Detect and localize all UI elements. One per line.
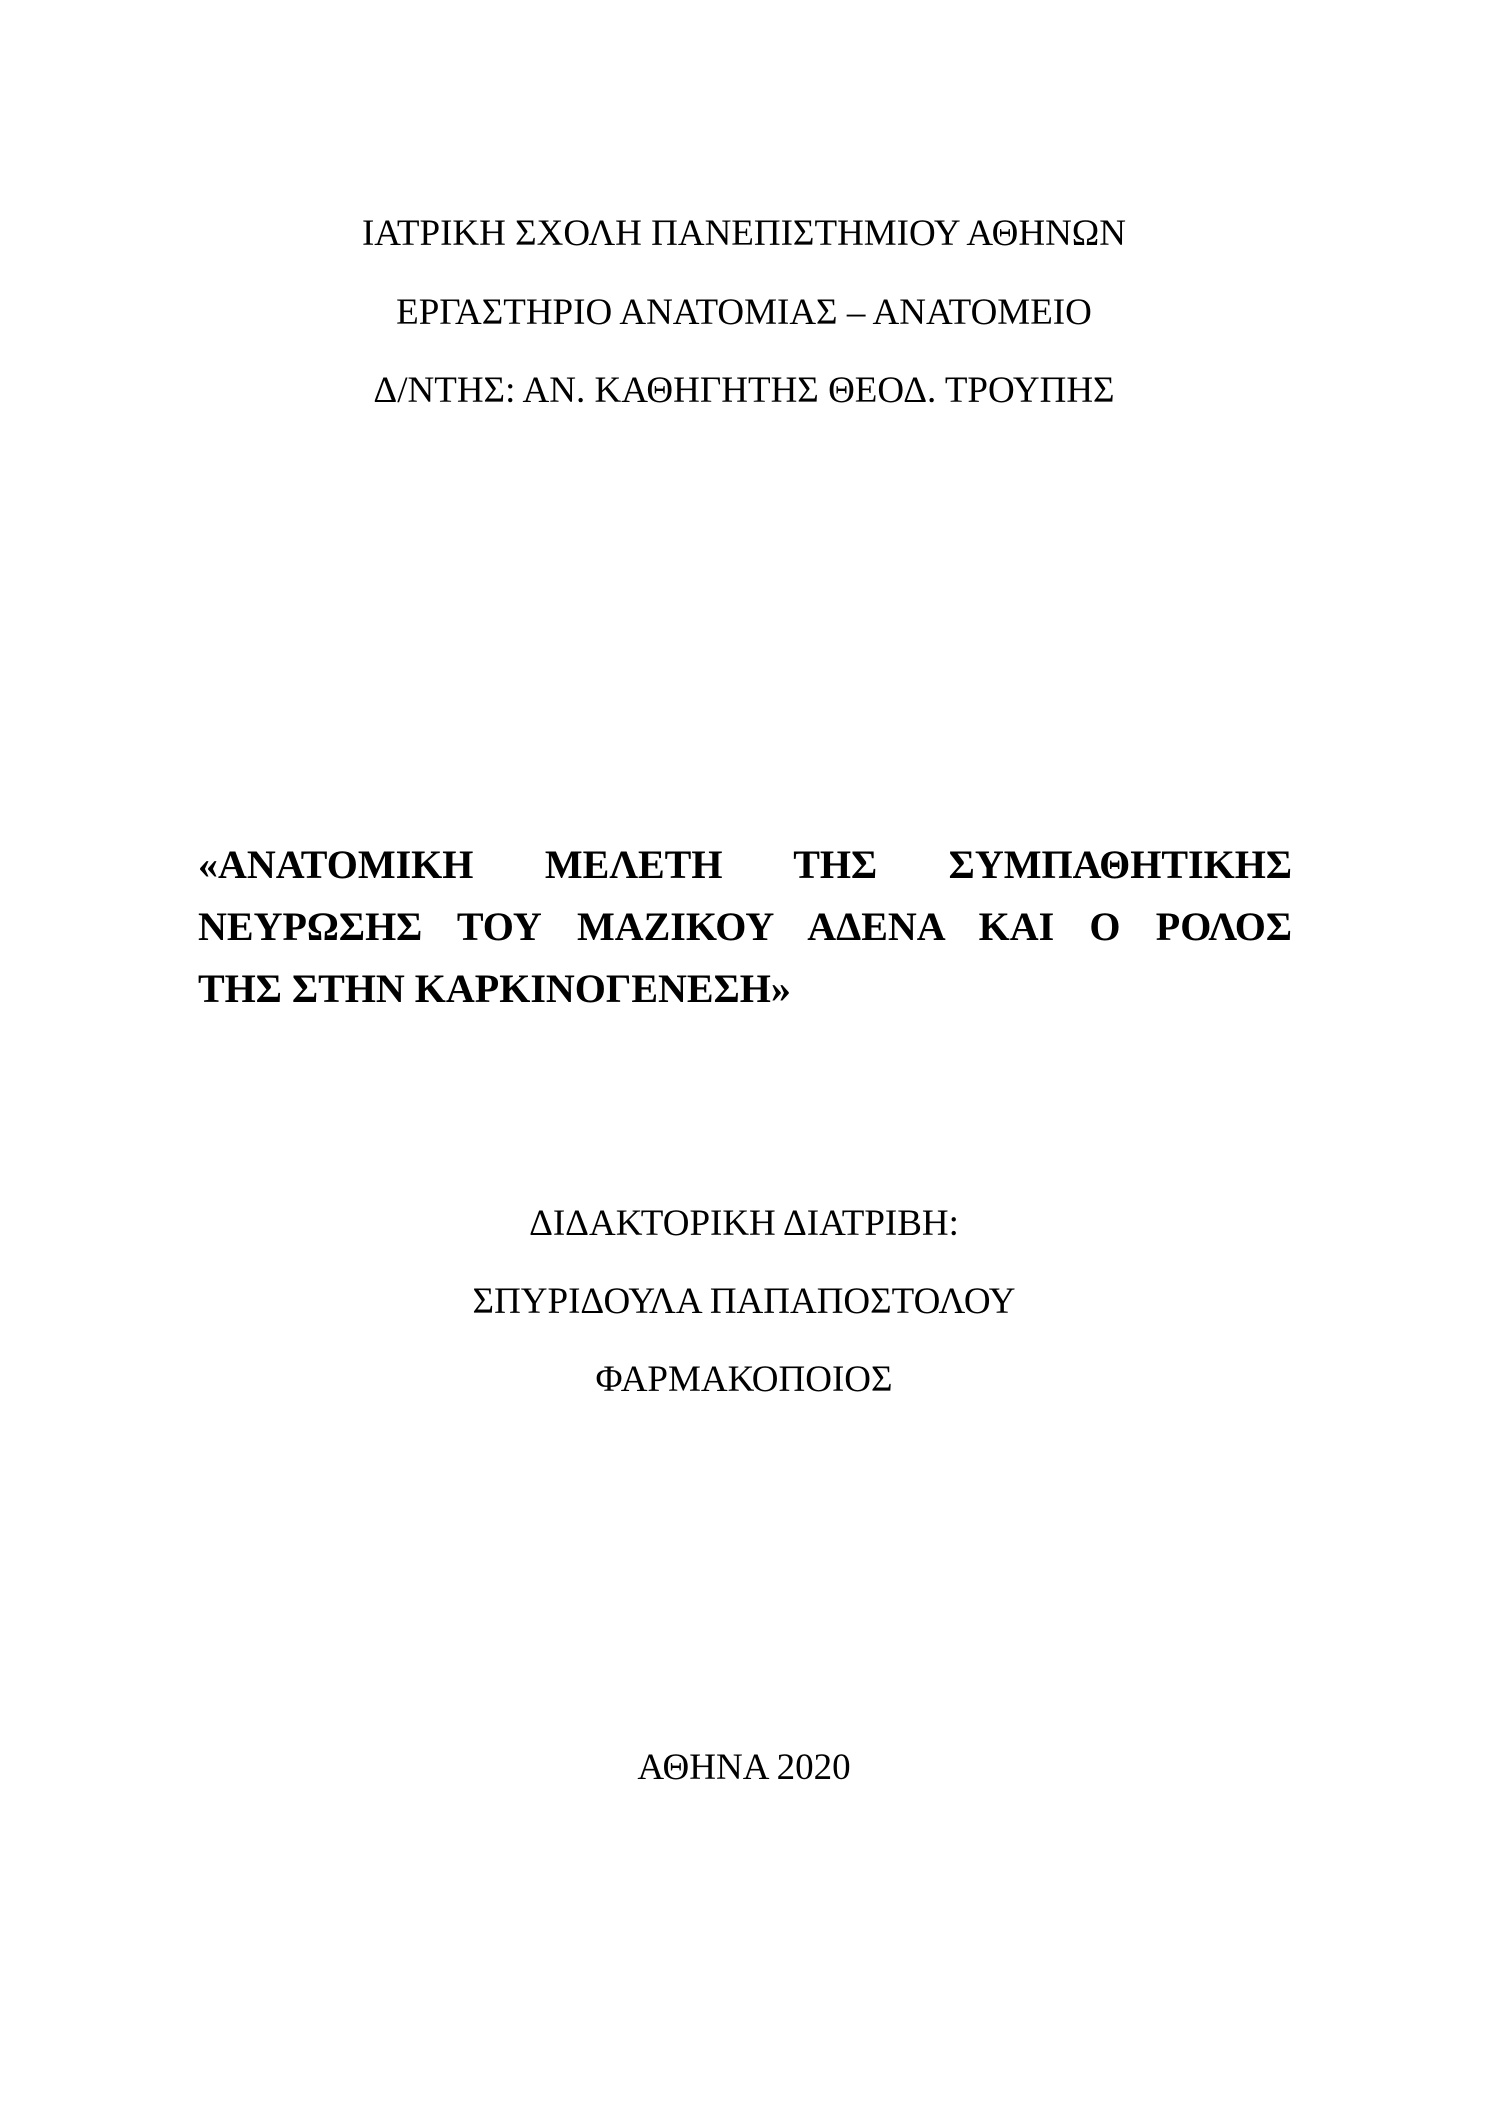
thesis-type: ΔΙΔΑΚΤΟΡΙΚΗ ΔΙΑΤΡΙΒΗ:: [529, 1203, 959, 1244]
thesis-title-line-2: ΝΕΥΡΩΣΗΣ ΤΟΥ ΜΑΖΙΚΟΥ ΑΔΕΝΑ ΚΑΙ Ο ΡΟΛΟΣ: [198, 904, 1292, 949]
institution-name: ΙΑΤΡΙΚΗ ΣΧΟΛΗ ΠΑΝΕΠΙΣΤΗΜΙΟΥ ΑΘΗΝΩΝ: [361, 213, 1127, 254]
place-and-year: ΑΘΗΝΑ 2020: [637, 1747, 851, 1788]
thesis-title-line-1: «ΑΝΑΤΟΜΙΚΗ ΜΕΛΕΤΗ ΤΗΣ ΣΥΜΠΑΘΗΤΙΚΗΣ: [198, 842, 1292, 887]
laboratory-name: ΕΡΓΑΣΤΗΡΙΟ ΑΝΑΤΟΜΙΑΣ – ΑΝΑΤΟΜΕΙΟ: [396, 292, 1092, 333]
author-name: ΣΠΥΡΙΔΟΥΛΑ ΠΑΠΑΠΟΣΤΟΛΟΥ: [472, 1281, 1016, 1322]
thesis-title-line-3: ΤΗΣ ΣΤΗΝ ΚΑΡΚΙΝΟΓΕΝΕΣΗ»: [198, 966, 791, 1011]
director-name: Δ/ΝΤΗΣ: ΑΝ. ΚΑΘΗΓΗΤΗΣ ΘΕΟΔ. ΤΡΟΥΠΗΣ: [373, 370, 1115, 411]
author-profession: ΦΑΡΜΑΚΟΠΟΙΟΣ: [595, 1359, 893, 1400]
